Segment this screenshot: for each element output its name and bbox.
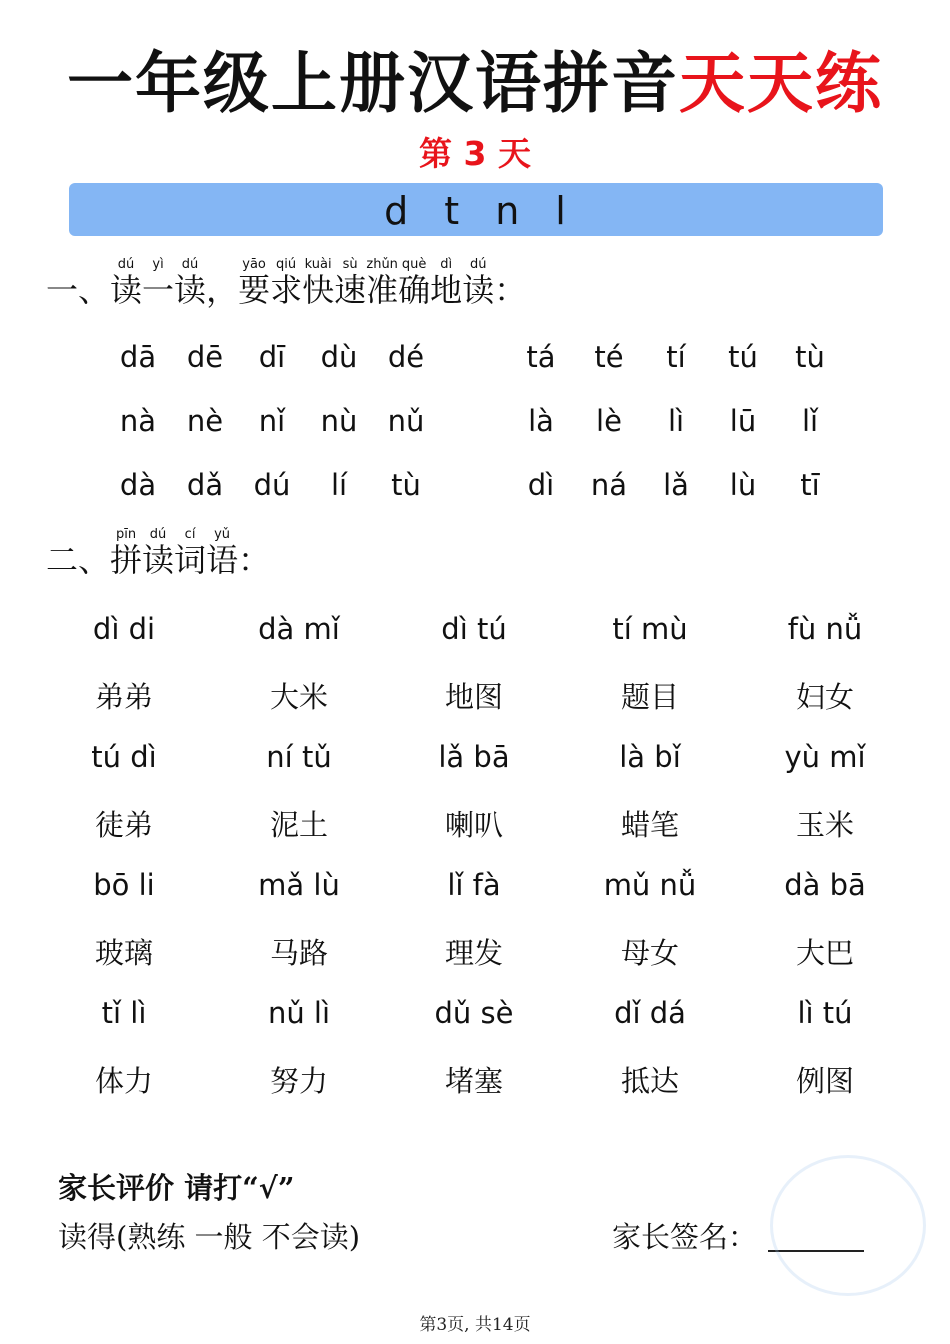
word-hanzi: 努力 [269, 1064, 328, 1098]
heading-pinyin: dú [174, 257, 207, 272]
syllable: dā [119, 340, 157, 374]
syllable: tá [526, 340, 556, 374]
heading-hanzi: 读 [110, 271, 143, 309]
word-hanzi: 弟弟 [94, 680, 153, 714]
syllable: dì [527, 468, 555, 502]
heading-char [334, 257, 367, 309]
word-pinyin: mǎ lù [258, 868, 340, 902]
word-hanzi: 大巴 [795, 936, 854, 970]
word-pinyin: là bǐ [619, 740, 681, 774]
page-title [0, 30, 950, 125]
banner-letter: d [384, 189, 411, 233]
word-pinyin: tú dì [91, 740, 157, 774]
word-hanzi: 玻璃 [94, 936, 153, 970]
word-pinyin: nǔ lì [267, 996, 331, 1030]
heading-char [110, 257, 143, 309]
heading-prefix: 一、 [46, 271, 111, 309]
page-footer: 第3页, 共14页 [419, 1315, 531, 1335]
heading-hanzi: ， [206, 271, 239, 309]
word-hanzi: 泥土 [269, 808, 328, 842]
heading-suffix: ： [238, 541, 271, 579]
word-hanzi: 母女 [620, 936, 679, 970]
syllable: tī [800, 468, 820, 502]
word-hanzi: 抵达 [620, 1064, 679, 1098]
heading-pinyin: cí [174, 527, 207, 542]
heading-char [142, 527, 175, 579]
title-red: 天天练 [679, 45, 883, 122]
syllable: lǐ [801, 404, 819, 438]
letters-banner [69, 183, 883, 236]
banner-letter: l [555, 189, 568, 233]
heading-hanzi: 一 [142, 271, 175, 309]
evaluation-title: 家长评价 请打“√” [58, 1171, 295, 1205]
heading-hanzi: 速 [334, 271, 367, 309]
syllable: lù [729, 468, 757, 502]
syllable: nǔ [387, 404, 425, 438]
word-pinyin: tí mù [612, 612, 688, 646]
word-pinyin: ní tǔ [266, 740, 332, 774]
heading-pinyin: qiú [270, 257, 303, 272]
evaluation-options: 读得(熟练 一般 不会读) [58, 1220, 361, 1254]
syllable: tú [728, 340, 758, 374]
syllable: lǎ [663, 468, 689, 502]
syllable: ná [590, 468, 628, 502]
heading-char [110, 527, 143, 579]
syllable: lí [330, 468, 348, 502]
syllable: dú [253, 468, 291, 502]
syllable: nù [320, 404, 358, 438]
word-pinyin: dà bā [784, 868, 866, 902]
heading-char [430, 257, 463, 309]
word-pinyin: fù nǚ [787, 612, 863, 646]
heading-hanzi: 求 [270, 271, 303, 309]
word-pinyin: dǔ sè [434, 996, 514, 1030]
heading-suffix: ： [494, 271, 527, 309]
heading-pinyin: pīn [110, 527, 143, 542]
word-hanzi: 例图 [795, 1064, 854, 1098]
heading-char [302, 257, 335, 309]
word-hanzi: 喇叭 [444, 808, 503, 842]
heading-hanzi: 要 [238, 271, 271, 309]
heading-pinyin: yāo [238, 257, 271, 272]
heading-hanzi: 准 [366, 271, 399, 309]
heading-char [174, 527, 207, 579]
day-subtitle: 第 3 天 [419, 134, 531, 173]
word-pinyin: dǐ dá [614, 996, 686, 1030]
word-hanzi: 理发 [444, 936, 503, 970]
watermark-stamp [770, 1155, 926, 1296]
heading-pinyin: kuài [302, 257, 335, 272]
word-pinyin: lǎ bā [438, 740, 510, 774]
banner-letter: n [495, 189, 522, 233]
word-pinyin: tǐ lì [101, 996, 147, 1030]
syllable: dī [258, 340, 286, 374]
heading-hanzi: 语 [206, 541, 239, 579]
word-hanzi: 题目 [620, 680, 679, 714]
word-hanzi: 体力 [94, 1064, 153, 1098]
heading-hanzi: 读 [462, 271, 495, 309]
heading-char [462, 257, 495, 309]
heading-char [206, 271, 238, 309]
syllable: dē [186, 340, 224, 374]
word-pinyin: dì tú [441, 612, 507, 646]
heading-pinyin: yǔ [206, 527, 239, 542]
syllable: tù [795, 340, 825, 374]
heading-hanzi: 读 [142, 541, 175, 579]
heading-hanzi: 确 [398, 271, 431, 309]
heading-char [206, 527, 239, 579]
heading-pinyin: dú [110, 257, 143, 272]
syllable: lì [667, 404, 685, 438]
banner-letter: t [444, 189, 462, 233]
syllable: là [528, 404, 554, 438]
heading-prefix: 二、 [46, 541, 111, 579]
heading-char [174, 257, 207, 309]
syllable: té [594, 340, 624, 374]
word-hanzi: 大米 [269, 680, 328, 714]
heading-pinyin: dì [430, 257, 463, 272]
heading-char [270, 257, 303, 309]
heading-pinyin: dú [142, 527, 175, 542]
heading-hanzi: 拼 [110, 541, 143, 579]
word-pinyin: yù mǐ [784, 740, 866, 774]
word-pinyin: dì di [92, 612, 156, 646]
heading-pinyin: yì [142, 257, 175, 272]
signature-label: 家长签名： [612, 1220, 758, 1254]
word-pinyin: lǐ fà [447, 868, 501, 902]
syllable: nà [119, 404, 157, 438]
heading-hanzi: 词 [174, 541, 207, 579]
heading-hanzi: 地 [430, 271, 463, 309]
section-heading-read [46, 258, 526, 311]
heading-hanzi: 快 [302, 271, 335, 309]
heading-char [238, 257, 271, 309]
word-hanzi: 徒弟 [94, 808, 153, 842]
word-hanzi: 地图 [444, 680, 503, 714]
word-pinyin: lì tú [797, 996, 853, 1030]
heading-char [366, 257, 399, 309]
title-black: 一年级上册汉语拼音 [67, 45, 679, 122]
syllable: nǐ [258, 404, 286, 438]
word-pinyin: dà mǐ [258, 612, 340, 646]
syllable: tí [666, 340, 686, 374]
syllable: dà [119, 468, 157, 502]
word-hanzi: 堵塞 [444, 1064, 503, 1098]
word-hanzi: 马路 [269, 936, 328, 970]
heading-char [142, 257, 175, 309]
syllable: dé [387, 340, 425, 374]
heading-pinyin: sù [334, 257, 367, 272]
word-pinyin: mǔ nǚ [603, 868, 697, 902]
syllable: nè [186, 404, 224, 438]
syllable: dù [320, 340, 358, 374]
syllable: lū [729, 404, 757, 438]
heading-char [398, 257, 431, 309]
heading-hanzi: 读 [174, 271, 207, 309]
syllable: tù [391, 468, 421, 502]
heading-pinyin: què [398, 257, 431, 272]
word-hanzi: 妇女 [795, 680, 854, 714]
syllable: lè [596, 404, 622, 438]
heading-pinyin: zhǔn [366, 257, 399, 272]
section-heading-words [46, 528, 270, 581]
syllable: dǎ [186, 468, 224, 502]
word-hanzi: 玉米 [795, 808, 854, 842]
word-pinyin: bō li [93, 868, 155, 902]
word-hanzi: 蜡笔 [620, 808, 679, 842]
heading-pinyin: dú [462, 257, 495, 272]
